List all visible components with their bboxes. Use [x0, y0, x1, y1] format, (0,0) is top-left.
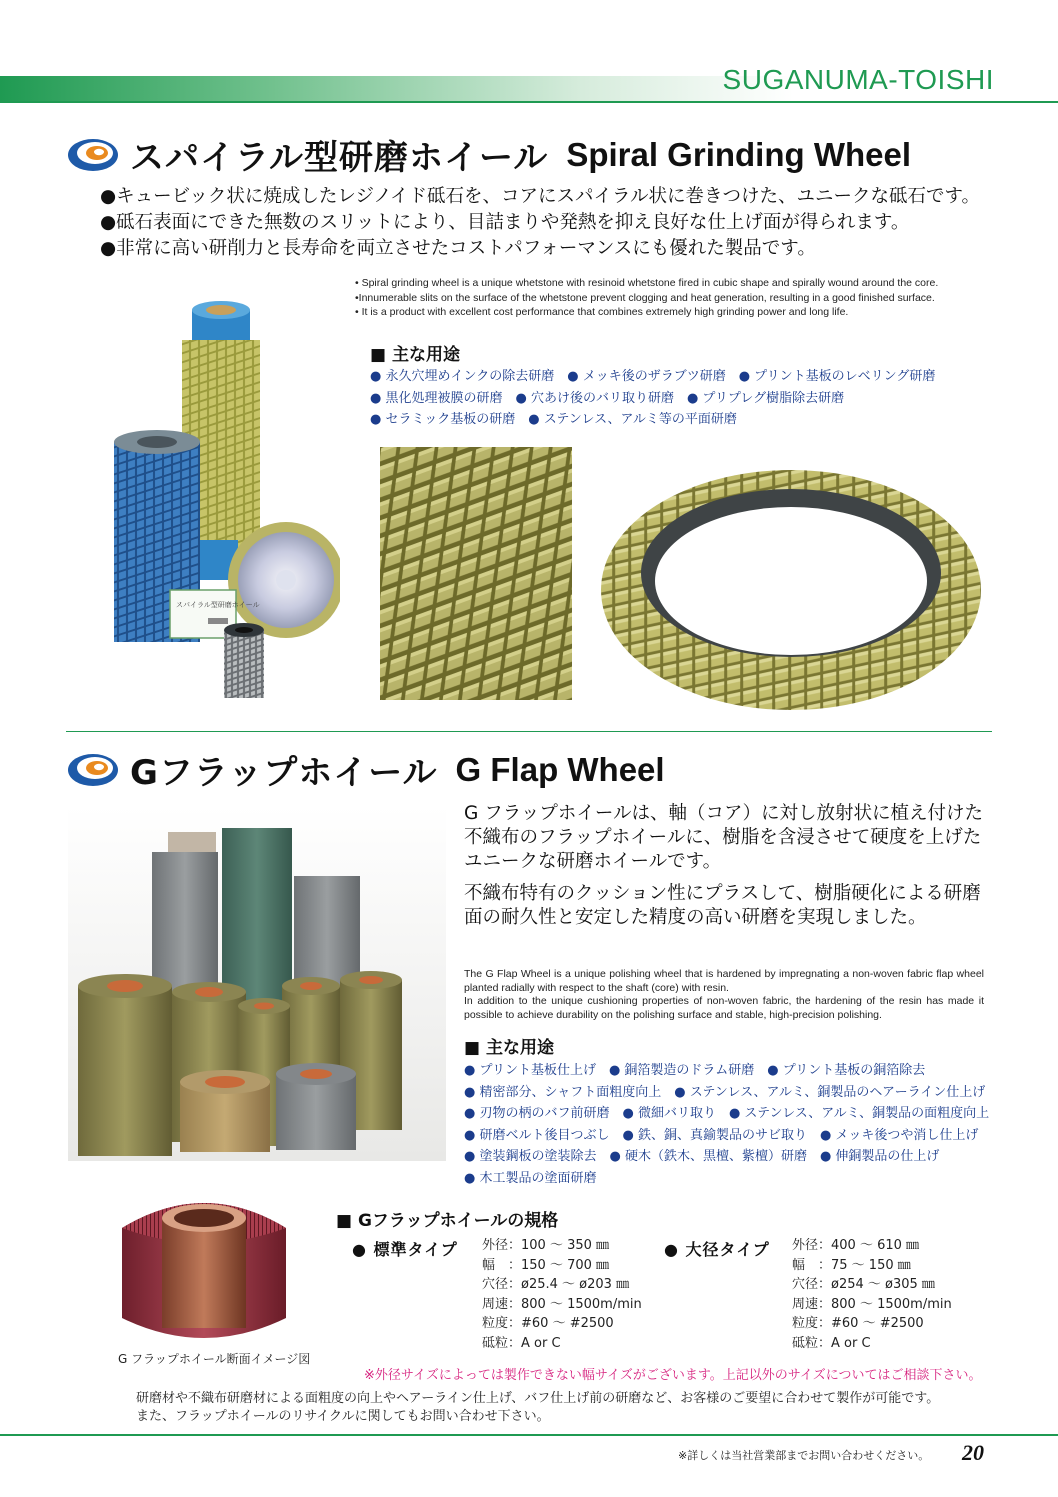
use-item: ● 永久穴埋めインクの除去研磨 ● メッキ後のザラブツ研磨 ● プリント基板のレベリング研磨	[370, 369, 936, 384]
spec-line: 砥粒：A or C	[482, 1335, 561, 1351]
spiral-bullet: ●キュービック状に焼成したレジノイド砥石を、コアにスパイラル状に巻きつけた、ユニークな砥石です。	[100, 186, 981, 207]
spec-line: 周速：800 ～ 1500m/min	[482, 1296, 642, 1312]
spec-line: 幅 ：150 ～ 700 ㎜	[482, 1257, 610, 1273]
spiral-bullets-en	[355, 276, 938, 320]
gflap-spec-title: ■ Gフラップホイールの規格	[336, 1211, 559, 1231]
standard-type-label: ● 標準タイプ	[352, 1240, 458, 1259]
contact-footnote: ※詳しくは当社営業部までお問い合わせください。	[678, 1449, 930, 1462]
spec-line: 周速：800 ～ 1500m/min	[792, 1296, 952, 1312]
spiral-title-jp: スパイラル型研磨ホイール	[130, 138, 549, 178]
spiral-title-en: Spiral Grinding Wheel	[566, 135, 912, 173]
page-number: 20	[962, 1440, 984, 1465]
brand-name: SUGANUMA-TOISHI	[722, 64, 994, 95]
spiral-bullet-en: • Spiral grinding wheel is a unique whetstone with resinoid whetstone fired in cubic shape and spirally wound around the core.	[355, 277, 939, 289]
footer-rule	[0, 1434, 1058, 1436]
use-item: ● 精密部分、シャフト面粗度向上 ● ステンレス、アルミ、銅製品のヘアーライン仕上げ	[464, 1084, 986, 1100]
spec-line: 粒度：#60 ～ #2500	[482, 1316, 614, 1331]
spiral-uses-title: ■ 主な用途	[370, 345, 460, 365]
standard-type-specs	[482, 1236, 642, 1353]
spiral-bullet: ●砥石表面にできた無数のスリットにより、目詰まりや発熱を抑え良好な仕上げ面が得られます。	[100, 212, 910, 233]
spiral-closeup-photo	[380, 447, 572, 700]
gflap-en2: In addition to the unique cushioning properties of non-woven fabric, the hardening of the resin has made it possible to achieve durability on the polishing surface and stable, high-precision polishing.	[464, 995, 984, 1021]
spiral-bullet-en: • It is a product with excellent cost performance that combines extremely high grinding power and long life.	[355, 306, 849, 318]
gflap-en1: The G Flap Wheel is a unique polishing wheel that is hardened by impregnating a non-woven fabric flap wheel planted radially with respect to the shaft (core) with resin.	[464, 968, 984, 994]
spiral-bullet-en: •Innumerable slits on the surface of the whetstone prevent clogging and heat generation, resulting in a good finished surface.	[355, 291, 935, 304]
footer-message	[136, 1390, 939, 1426]
gflap-wheels-photo	[68, 806, 446, 1161]
spiral-ring-photo	[598, 455, 983, 717]
gflap-title-jp: Gフラップホイール	[130, 753, 438, 793]
use-item: ● 塗装鋼板の塗装除去 ● 硬木（鉄木、黒檀、紫檀）研磨 ● 伸銅製品の仕上げ	[464, 1149, 940, 1164]
gflap-section-title	[66, 745, 665, 794]
company-logo-icon	[66, 136, 120, 174]
footer-line: 研磨材や不織布研磨材による面粗度の向上やヘアーライン仕上げ、バフ仕上げ前の研磨など、お客様のご要望に合わせて製作が可能です。	[136, 1391, 940, 1406]
size-note: ※外径サイズによっては製作できない幅サイズがございます。上記以外のサイズについてはご相談下さい。	[364, 1368, 982, 1383]
spec-line: 外径：400 ～ 610 ㎜	[792, 1238, 920, 1253]
gflap-para2: 不織布特有のクッション性にプラスして、樹脂硬化による研磨面の耐久性と安定した精度の高い研磨を実現しました。	[464, 883, 981, 928]
use-item: ● 研磨ベルト後目つぶし ● 鉄、銅、真鍮製品のサビ取り ● メッキ後つや消し仕上げ	[464, 1127, 979, 1143]
use-item: ● 木工製品の塗面研磨	[464, 1170, 597, 1186]
use-item: ● 黒化処理被膜の研磨 ● 穴あけ後のバリ取り研磨 ● プリプレグ樹脂除去研磨	[370, 390, 845, 406]
spiral-bullets-jp	[100, 184, 980, 262]
gflap-para1: G フラップホイールは、軸（コア）に対し放射状に植え付けた不織布のフラップホイールに、樹脂を含浸させて硬度を上げたユニークな研磨ホイールです。	[464, 803, 983, 872]
header-rule	[0, 101, 1058, 103]
large-type-label: ● 大径タイプ	[664, 1240, 770, 1259]
gflap-description	[464, 802, 984, 938]
use-item: ● セラミック基板の研磨 ● ステンレス、アルミ等の平面研磨	[370, 412, 737, 427]
company-logo-icon	[66, 751, 120, 789]
spec-line: 砥粒：A or C	[792, 1335, 871, 1351]
cross-section-caption: G フラップホイール断面イメージ図	[118, 1352, 311, 1366]
spiral-uses-list	[370, 366, 935, 431]
gflap-description-en	[464, 968, 984, 1022]
spec-line: 幅 ：75 ～ 150 ㎜	[792, 1257, 911, 1273]
spiral-wheels-photo	[100, 290, 340, 708]
gflap-cross-section-image	[118, 1188, 290, 1346]
gflap-title-en: G Flap Wheel	[455, 750, 665, 788]
spec-line: 外径：100 ～ 350 ㎜	[482, 1238, 610, 1253]
box-label: スパイラル型研磨ホイール	[176, 601, 260, 609]
use-item: ● プリント基板仕上げ ● 銅箔製造のドラム研磨 ● プリント基板の銅箔除去	[464, 1063, 926, 1078]
spiral-bullet: ●非常に高い研削力と長寿命を両立させたコストパフォーマンスにも優れた製品です。	[100, 238, 816, 259]
spec-line: 穴径：ø254 ～ ø305 ㎜	[792, 1277, 935, 1292]
footer-line: また、フラップホイールのリサイクルに関してもお問い合わせ下さい。	[136, 1409, 550, 1424]
section-divider	[66, 731, 992, 732]
spiral-section-title	[66, 130, 911, 179]
use-item: ● 刃物の柄のバフ前研磨 ● 微細バリ取り ● ステンレス、アルミ、銅製品の面粗度向上	[464, 1106, 990, 1121]
spec-line: 穴径：ø25.4 ～ ø203 ㎜	[482, 1277, 630, 1292]
large-type-specs	[792, 1236, 952, 1353]
gflap-uses-title: ■ 主な用途	[464, 1038, 554, 1058]
spec-line: 粒度：#60 ～ #2500	[792, 1316, 924, 1331]
gflap-uses-list	[464, 1060, 989, 1189]
